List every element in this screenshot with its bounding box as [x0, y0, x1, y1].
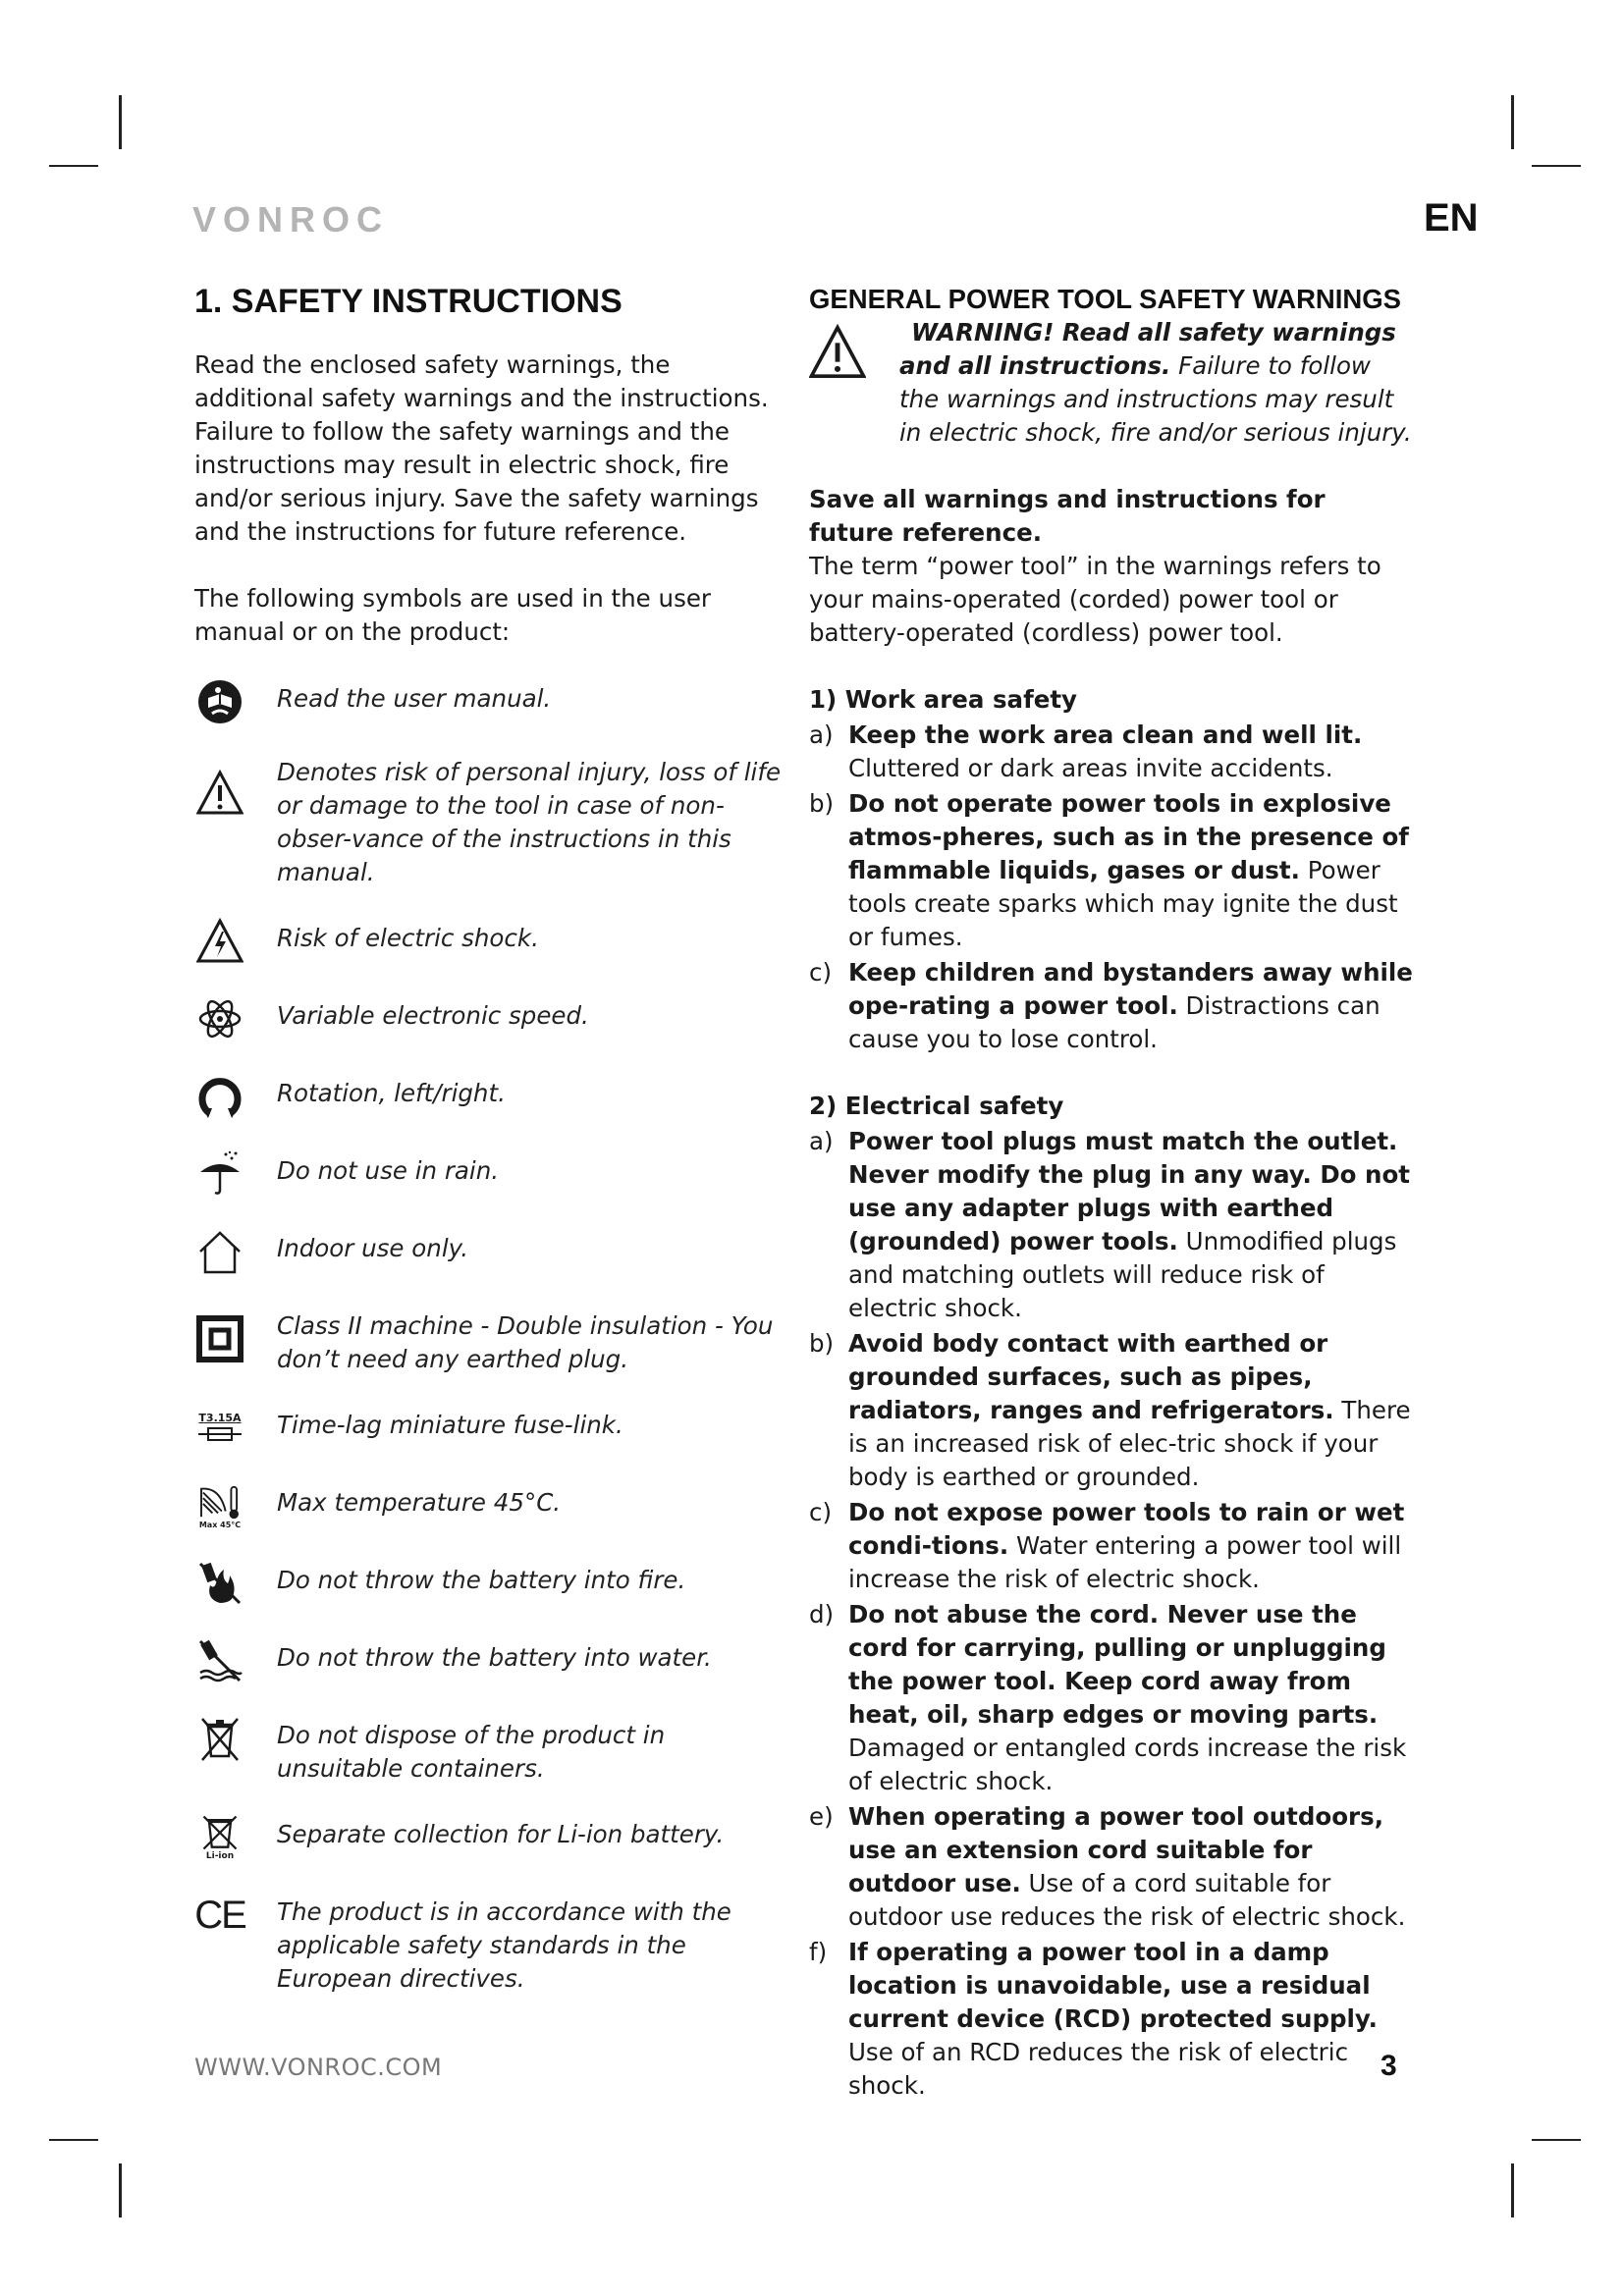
symbol-text: Class II machine - Double insulation - You don’t need any earthed plug. — [277, 1311, 774, 1373]
symbol-row — [194, 1896, 793, 1996]
symbol-row — [194, 999, 793, 1044]
item-letter: c) — [809, 1498, 833, 1526]
symbol-text: Variable electronic speed. — [277, 1001, 589, 1030]
item-bold: When operating a power tool outdoors, use an extension cord suitable for outdoor use. — [848, 1802, 1384, 1897]
term-paragraph: The term “power tool” in the warnings refers to your mains-operated (corded) power tool or battery-operated (cordless) power tool. — [809, 552, 1381, 647]
item-letter: a) — [809, 721, 834, 749]
section-title: GENERAL POWER TOOL SAFETY WARNINGS — [809, 284, 1402, 314]
symbol-text: Rotation, left/right. — [277, 1079, 506, 1107]
item-bold: Do not operate power tools in explosive atmos-pheres, such as in the presence of flammable liquids, gases or dust. — [848, 789, 1409, 884]
footer-url[interactable]: WWW.VONROC.COM — [194, 2054, 443, 2081]
symbol-text: Time-lag miniature fuse-link. — [277, 1411, 623, 1439]
item-text: Distractions can cause you to lose control. — [848, 991, 1380, 1053]
symbol-row — [194, 682, 793, 727]
symbol-row — [194, 1077, 793, 1122]
variable-speed-icon — [194, 993, 245, 1044]
electrical-safety-title: 2) Electrical safety — [809, 1092, 1064, 1120]
no-fire-icon — [194, 1558, 245, 1609]
right-column — [809, 283, 1416, 2103]
symbols-intro: The following symbols are used in the user manual or on the product: — [194, 584, 711, 646]
crop-mark — [49, 165, 98, 167]
symbol-row — [194, 1309, 793, 1376]
brand-logo: VONROC — [192, 199, 390, 240]
umbrella-rain-icon — [194, 1148, 245, 1200]
symbol-row — [194, 1564, 793, 1609]
item-text: Use of a cord suitable for outdoor use reduces the risk of electric shock. — [848, 1869, 1406, 1931]
electric-shock-icon — [194, 916, 245, 967]
symbol-text: Max temperature 45°C. — [277, 1488, 562, 1517]
symbol-text: Separate collection for Li-ion battery. — [277, 1820, 725, 1848]
list-item — [809, 1936, 1416, 2103]
item-bold: Power tool plugs must match the outlet. Never modify the plug in any way. Do not use any adapter plugs with earthed (grounded) power tools. — [848, 1127, 1411, 1255]
symbol-row — [194, 1641, 793, 1686]
item-body — [848, 1327, 1416, 1494]
intro-paragraph: Read the enclosed safety warnings, the additional safety warnings and the instructions. Failure to follow the safety warnings and the instructions may result in electric shock, fire and/or serious injury. Save the safety warnings and the instructions for future reference. — [194, 350, 769, 546]
item-letter: b) — [809, 1329, 835, 1358]
symbol-row — [194, 1154, 793, 1200]
crop-mark — [1532, 165, 1581, 167]
temperature-label: Max 45°C — [198, 1520, 242, 1529]
item-letter: c) — [809, 958, 833, 987]
crop-mark — [1511, 2163, 1514, 2217]
list-item — [809, 1125, 1416, 1325]
crossed-bin-icon — [194, 1713, 245, 1764]
crop-mark — [119, 2163, 122, 2217]
symbol-text: The product is in accordance with the applicable safety standards in the European directives. — [277, 1897, 731, 1993]
symbol-row — [194, 756, 793, 889]
item-text: Damaged or entangled cords increase the risk of electric shock. — [848, 1734, 1407, 1795]
item-body — [848, 1598, 1416, 1798]
symbol-row — [194, 922, 793, 967]
warning-triangle-icon — [809, 324, 868, 383]
rotation-icon — [194, 1071, 245, 1122]
item-body — [848, 956, 1416, 1056]
work-area-title: 1) Work area safety — [809, 685, 1078, 714]
item-text: Unmodified plugs and matching outlets will reduce risk of electric shock. — [848, 1227, 1397, 1322]
item-letter: d) — [809, 1600, 835, 1629]
symbol-text: Do not throw the battery into fire. — [277, 1566, 686, 1594]
symbol-text: Do not throw the battery into water. — [277, 1643, 712, 1672]
symbol-text: Read the user manual. — [277, 684, 552, 713]
item-bold: Avoid body contact with earthed or grounded surfaces, such as pipes, radiators, ranges and refrigerators. — [848, 1329, 1334, 1424]
list-item — [809, 1800, 1416, 1934]
warning-text — [899, 316, 1416, 450]
ce-mark-label: CE — [194, 1894, 245, 1937]
symbol-text: Indoor use only. — [277, 1234, 469, 1262]
list-item — [809, 956, 1416, 1056]
house-icon — [194, 1226, 245, 1277]
liion-label: Li-ion — [205, 1851, 235, 1861]
item-bold: Do not abuse the cord. Never use the cord for carrying, pulling or unplugging the power tool. Keep cord away from heat, oil, sharp edges or moving parts. — [848, 1600, 1386, 1729]
page-title: 1. SAFETY INSTRUCTIONS — [194, 283, 623, 320]
symbol-list — [194, 682, 793, 1996]
ce-mark-icon — [194, 1890, 245, 1941]
item-text: Power tools create sparks which may ignite the dust or fumes. — [848, 856, 1398, 951]
list-item — [809, 1598, 1416, 1798]
item-letter: f) — [809, 1938, 828, 1966]
list-item — [809, 719, 1416, 785]
list-item — [809, 1496, 1416, 1596]
symbol-row — [194, 1409, 793, 1454]
crop-mark — [1532, 2139, 1581, 2141]
item-body — [848, 1800, 1416, 1934]
symbol-text: Denotes risk of personal injury, loss of life or damage to the tool in case of non-obser-vance of the instructions in this manual. — [277, 758, 782, 886]
left-column — [194, 282, 793, 2028]
item-letter: a) — [809, 1127, 834, 1155]
fuse-label: T3.15A — [198, 1412, 242, 1424]
warning-block — [809, 316, 1416, 450]
page-number: 3 — [1380, 2050, 1397, 2082]
symbol-text: Risk of electric shock. — [277, 924, 539, 952]
item-body — [848, 787, 1416, 954]
item-bold: Do not expose power tools to rain or wet condi-tions. — [848, 1498, 1405, 1560]
symbol-row — [194, 1486, 793, 1531]
list-item — [809, 1327, 1416, 1494]
symbol-text: Do not use in rain. — [277, 1156, 500, 1185]
item-letter: e) — [809, 1802, 834, 1831]
item-body — [848, 719, 1416, 785]
warning-bold: WARNING! Read all safety warnings and all instructions. — [899, 318, 1396, 380]
item-bold: If operating a power tool in a damp location is unavoidable, use a residual current device (RCD) protected supply. — [848, 1938, 1378, 2033]
symbol-row — [194, 1818, 793, 1863]
manual-icon — [194, 676, 245, 727]
list-item — [809, 787, 1416, 954]
double-insulation-icon — [194, 1313, 245, 1364]
warning-rest: Failure to follow the warnings and instructions may result in electric shock, fire and/or serious injury. — [899, 351, 1412, 447]
fuse-icon — [194, 1403, 245, 1454]
crop-mark — [119, 95, 122, 149]
language-code: EN — [1424, 196, 1479, 240]
item-bold: Keep the work area clean and well lit. — [848, 721, 1363, 749]
warning-triangle-icon — [194, 768, 245, 819]
item-bold: Keep children and bystanders away while ope-rating a power tool. — [848, 958, 1413, 1020]
crop-mark — [1511, 95, 1514, 149]
item-text: Water entering a power tool will increase the risk of electric shock. — [848, 1531, 1402, 1593]
item-body — [848, 1496, 1416, 1596]
symbol-text: Do not dispose of the product in unsuitable containers. — [277, 1721, 666, 1783]
item-body — [848, 1936, 1416, 2103]
crossed-bin-liion-icon — [194, 1812, 245, 1863]
crop-mark — [49, 2139, 98, 2141]
save-instructions: Save all warnings and instructions for future reference. — [809, 485, 1326, 547]
item-letter: b) — [809, 789, 835, 818]
temperature-icon — [194, 1480, 245, 1531]
no-water-icon — [194, 1635, 245, 1686]
item-text: Cluttered or dark areas invite accidents. — [848, 754, 1333, 782]
item-text: Use of an RCD reduces the risk of electric shock. — [848, 2038, 1349, 2100]
item-text: There is an increased risk of elec-tric shock if your body is earthed or grounded. — [848, 1396, 1411, 1491]
symbol-row — [194, 1719, 793, 1786]
item-body — [848, 1125, 1416, 1325]
symbol-row — [194, 1232, 793, 1277]
